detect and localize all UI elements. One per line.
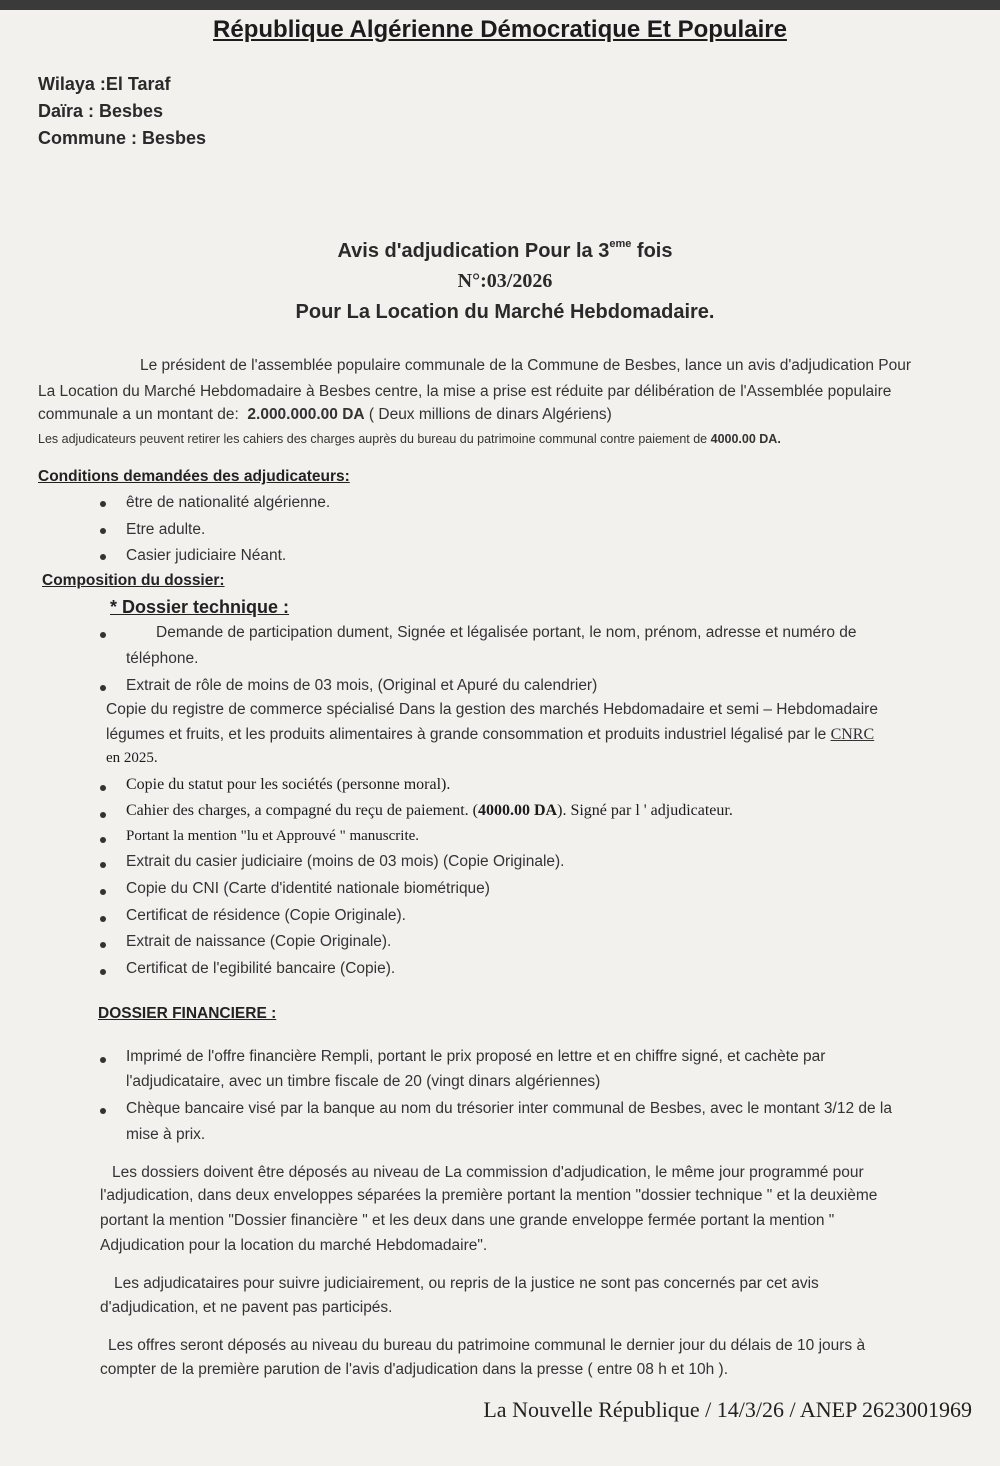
financial-item: Imprimé de l'offre financière Rempli, portant le prix proposé en lettre et en chiffre signé, et cachète par	[126, 1048, 826, 1065]
republic-title: République Algérienne Démocratique Et Populaire	[213, 16, 787, 43]
technical-item: Extrait de naissance (Copie Originale).	[126, 933, 392, 950]
technical-item: Extrait du casier judiciaire (moins de 03 mois) (Copie Originale).	[126, 853, 565, 870]
financial-heading: DOSSIER FINANCIERE :	[98, 1005, 277, 1022]
technical-item: téléphone.	[126, 650, 199, 667]
financial-item: l'adjudicataire, avec un timbre fiscale de 20 (vingt dinars algériennes)	[126, 1073, 601, 1090]
bullet-icon	[100, 528, 106, 534]
receipt-amount: 4000.00 DA	[478, 802, 558, 819]
intro-amount-line: communale a un montant de: 2.000.000.00 DA ( Deux millions de dinars Algériens)	[38, 406, 612, 423]
notice-subject: Pour La Location du Marché Hebdomadaire.	[295, 301, 715, 323]
bullet-icon	[100, 889, 106, 895]
technical-item: Demande de participation dument, Signée et légalisée portant, le nom, prénom, adresse et numéro de	[156, 624, 857, 641]
bullet-icon	[100, 812, 106, 818]
conditions-heading: Conditions demandées des adjudicateurs:	[38, 468, 350, 485]
condition-item: être de nationalité algérienne.	[126, 494, 331, 511]
condition-item: Casier judiciaire Néant.	[126, 547, 287, 564]
bullet-icon	[100, 1108, 106, 1114]
technical-heading: * Dossier technique :	[110, 597, 290, 617]
technical-item: Copie du statut pour les sociétés (personne moral).	[126, 776, 451, 793]
bullet-icon	[100, 837, 106, 843]
deposit-line: portant la mention "Dossier financière " et les deux dans une grande enveloppe fermée portant la mention "	[100, 1212, 835, 1229]
financial-item: mise à prix.	[126, 1126, 206, 1143]
bullet-icon	[100, 554, 106, 560]
technical-item: Certificat de l'egibilité bancaire (Copie).	[126, 960, 396, 977]
exclusion-line: Les adjudicataires pour suivre judiciairement, ou repris de la justice ne sont pas concernés par cet avis	[114, 1275, 819, 1292]
technical-item: Cahier des charges, a compagné du reçu de paiement. (4000.00 DA). Signé par l ' adjudicateur.	[126, 802, 733, 819]
commune-label: Commune : Besbes	[38, 128, 207, 148]
bullet-icon	[100, 916, 106, 922]
technical-item: Portant la mention "lu et Approuvé " manuscrite.	[126, 828, 420, 844]
bullet-icon	[100, 862, 106, 868]
bullet-icon	[100, 942, 106, 948]
offers-line: Les offres seront déposés au niveau du bureau du patrimoine communal le dernier jour du délais de 10 jours à	[108, 1337, 866, 1354]
technical-item: Certificat de résidence (Copie Originale).	[126, 907, 406, 924]
specification-fee: 4000.00 DA.	[710, 432, 781, 446]
bullet-icon	[100, 632, 106, 638]
scan-top-border	[0, 0, 1000, 10]
technical-item: Extrait de rôle de moins de 03 mois, (Original et Apuré du calendrier)	[126, 677, 598, 694]
composition-heading: Composition du dossier:	[42, 572, 225, 589]
wilaya-label: Wilaya :El Taraf	[38, 74, 171, 94]
notice-title: Avis d'adjudication Pour la 3eme fois	[337, 238, 673, 262]
bullet-icon	[100, 785, 106, 791]
condition-item: Etre adulte.	[126, 521, 206, 538]
intro-line: La Location du Marché Hebdomadaire à Besbes centre, la mise a prise est réduite par délibération de l'Assemblée populaire	[38, 383, 892, 400]
financial-item: Chèque bancaire visé par la banque au nom du trésorier inter communal de Besbes, avec le montant 3/12 de la	[126, 1100, 892, 1117]
technical-item: en 2025.	[106, 750, 158, 766]
technical-item: légumes et fruits, et les produits alimentaires à grande consommation et produits industriel légalisé par le CNRC	[106, 726, 875, 743]
bullet-icon	[100, 501, 106, 507]
exclusion-line: d'adjudication, et ne pavent pas participés.	[100, 1299, 393, 1316]
deposit-line: l'adjudication, dans deux enveloppes séparées la première portant la mention "dossier technique " et la deuxième	[100, 1187, 878, 1204]
offers-line: compter de la première parution de l'avis d'adjudication dans la presse ( entre 08 h et 10h ).	[100, 1361, 728, 1378]
deposit-line: Les dossiers doivent être déposés au niveau de La commission d'adjudication, le même jour programmé pour	[112, 1164, 864, 1181]
notice-number: N°:03/2026	[457, 270, 553, 292]
daira-label: Daïra : Besbes	[38, 101, 164, 121]
starting-price: 2.000.000.00 DA	[247, 406, 365, 423]
bullet-icon	[100, 969, 106, 975]
publication-footer: La Nouvelle République / 14/3/26 / ANEP 2623001969	[483, 1397, 972, 1422]
technical-item: Copie du registre de commerce spécialisé Dans la gestion des marchés Hebdomadaire et semi – Hebdomadaire	[106, 701, 878, 718]
bullet-icon	[100, 1057, 106, 1063]
technical-item: Copie du CNI (Carte d'identité nationale biométrique)	[126, 880, 490, 897]
deposit-line: Adjudication pour la location du marché Hebdomadaire".	[100, 1237, 488, 1254]
cnrc-label: CNRC	[830, 726, 875, 743]
intro-fee-line: Les adjudicateurs peuvent retirer les cahiers des charges auprès du bureau du patrimoine communal contre paiement de 4000.00 DA.	[38, 432, 781, 446]
intro-line: Le président de l'assemblée populaire communale de la Commune de Besbes, lance un avis d'adjudication Pour	[140, 357, 912, 374]
bullet-icon	[100, 685, 106, 691]
